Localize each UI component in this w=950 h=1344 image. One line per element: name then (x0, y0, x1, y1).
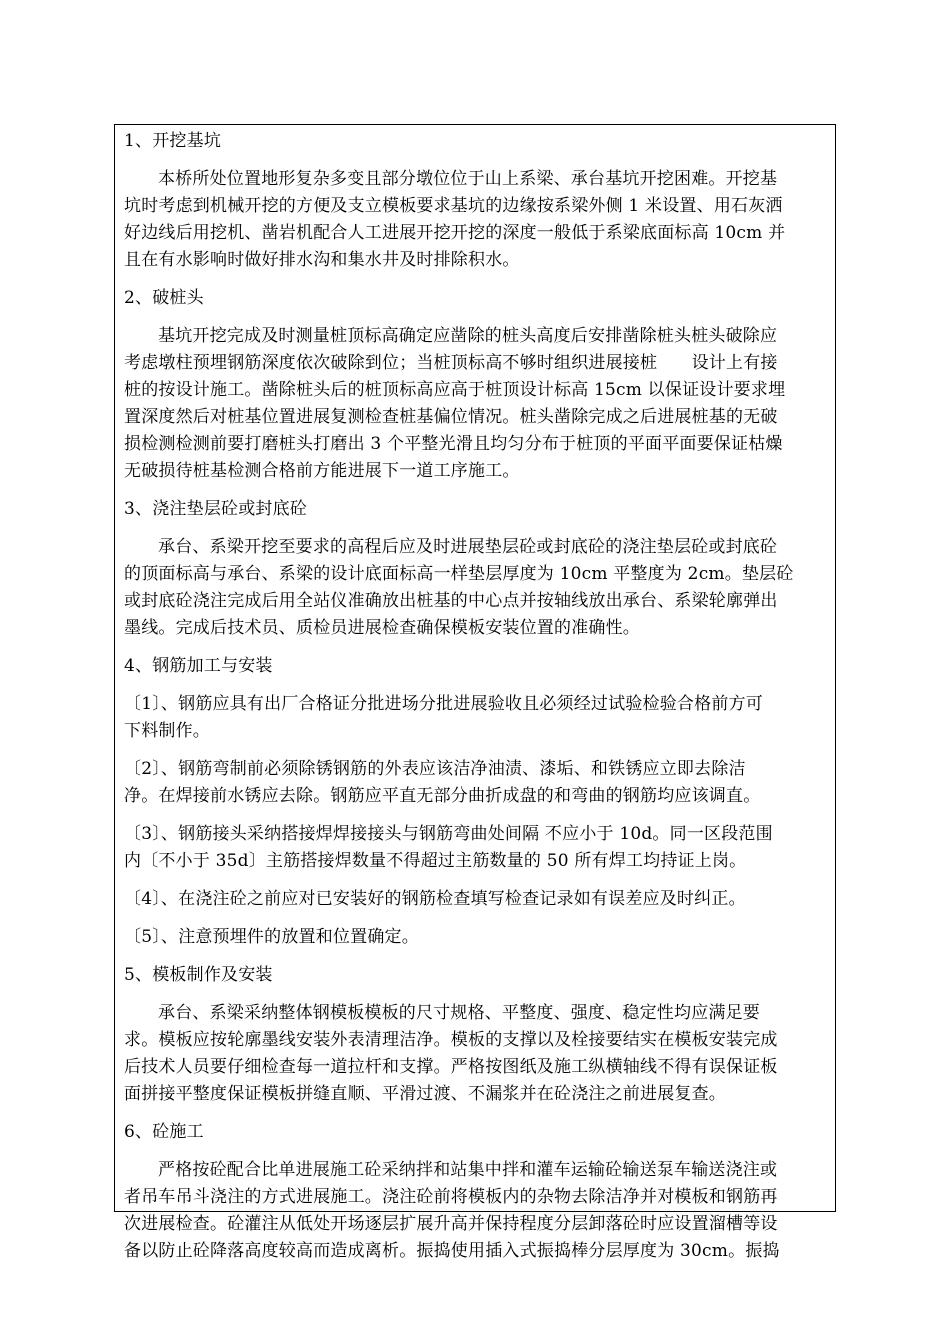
list-item (124, 886, 826, 913)
text-line: 内〔不小于 35d〕主筋搭接焊数量不得超过主筋数量的 50 所有焊工均持证上岗。 (124, 851, 747, 871)
text-line: 或封底砼浇注完成后用全站仪准确放出桩基的中心点并按轴线放出承台、系梁轮廓弹出 (124, 591, 778, 611)
list-item (124, 756, 826, 810)
text-line: 承台、系梁开挖至要求的高程后应及时进展垫层砼或封底砼的浇注垫层砼或封底砼 (158, 537, 778, 557)
paragraph (124, 166, 826, 274)
text-line: 〔4〕、在浇注砼之前应对已安装好的钢筋检查填写检查记录如有误差应及时纠正。 (124, 889, 746, 909)
section-heading: 4、钢筋加工与安装 (124, 656, 273, 676)
text-line: 好边线后用挖机、凿岩机配合人工进展开挖开挖的深度一般低于系梁底面标高 10cm 并 (124, 223, 786, 243)
text-line: 〔1〕、钢筋应具有出厂合格证分批进场分批进展验收且必须经过试验检验合格前方可 (124, 694, 763, 714)
text-line: 者吊车吊斗浇注的方式进展施工。浇注砼前将模板内的杂物去除洁净并对模板和钢筋再 (124, 1187, 778, 1207)
list-item (124, 821, 826, 875)
list-item (124, 691, 826, 745)
text-line: 净。在焊接前水锈应去除。钢筋应平直无部分曲折成盘的和弯曲的钢筋均应该调直。 (124, 786, 761, 806)
content-frame (114, 124, 836, 1261)
text-line: 面拼接平整度保证模板拼缝直顺、平滑过渡、不漏浆并在砼浇注之前进展复查。 (124, 1084, 726, 1104)
text-line: 备以防止砼降落高度较高而造成离析。振捣使用插入式振捣棒分层厚度为 30cm。振捣 (124, 1241, 780, 1261)
text-line: 损检测检测前要打磨桩头打磨出 3 个平整光滑且均匀分布于桩顶的平面平面要保证枯燥 (124, 434, 783, 454)
section-heading: 2、破桩头 (124, 288, 204, 308)
section-heading: 6、砼施工 (124, 1122, 204, 1142)
paragraph (124, 1157, 826, 1265)
text-line: 〔2〕、钢筋弯制前必须除锈钢筋的外表应该洁净油渍、漆垢、和铁锈应立即去除洁 (124, 759, 746, 779)
text-line: 置深度然后对桩基位置进展复测检查桩基偏位情况。桩头凿除完成之后进展桩基的无破 (124, 407, 778, 427)
list-item (124, 924, 826, 951)
text-line: 求。模板应按轮廓墨线安装外表清理洁净。模板的支撑以及栓接要结实在模板安装完成 (124, 1030, 778, 1050)
text-line: 下料制作。 (124, 721, 210, 741)
text-line: 〔5〕、注意预埋件的放置和位置确定。 (124, 927, 419, 947)
paragraph (124, 323, 826, 485)
section-heading: 3、浇注垫层砼或封底砼 (124, 499, 308, 519)
text-line: 承台、系梁采纳整体钢模板模板的尺寸规格、平整度、强度、稳定性均应满足要 (158, 1003, 760, 1023)
text-line: 考虑墩柱预埋钢筋深度依次破除到位；当桩顶标高不够时组织进展接桩 设计上有接 (124, 353, 778, 373)
text-line: 墨线。完成后技术员、质检员进展检查确保模板安装位置的准确性。 (124, 618, 640, 638)
text-line: 的顶面标高与承台、系梁的设计底面标高一样垫层厚度为 10cm 平整度为 2cm。垫层砼 (124, 564, 794, 584)
section-heading: 5、模板制作及安装 (124, 965, 273, 985)
paragraph (124, 1000, 826, 1108)
section-heading: 1、开挖基坑 (124, 131, 222, 151)
text-line: 桩的按设计施工。凿除桩头后的桩顶标高应高于桩顶设计标高 15cm 以保证设计要求埋 (124, 380, 786, 400)
text-line: 〔3〕、钢筋接头采纳搭接焊焊接接头与钢筋弯曲处间隔 不应小于 10d。同一区段范围 (124, 824, 773, 844)
text-line: 坑时考虑到机械开挖的方便及支立模板要求基坑的边缘按系梁外侧 1 米设置、用石灰洒 (124, 196, 783, 216)
text-line: 后技术人员要仔细检查每一道拉杆和支撑。严格按图纸及施工纵横轴线不得有误保证板 (124, 1057, 778, 1077)
paragraph (124, 534, 826, 642)
text-line: 本桥所处位置地形复杂多变且部分墩位位于山上系梁、承台基坑开挖困难。开挖基 (158, 169, 778, 189)
text-line: 严格按砼配合比单进展施工砼采纳拌和站集中拌和灌车运输砼输送泵车输送浇注或 (158, 1160, 778, 1180)
text-line: 无破损待桩基检测合格前方能进展下一道工序施工。 (124, 461, 520, 481)
text-line: 次进展检查。砼灌注从低处开场逐层扩展升高并保持程度分层卸落砼时应设置溜槽等设 (124, 1214, 778, 1234)
text-line: 且在有水影响时做好排水沟和集水井及时排除积水。 (124, 250, 520, 270)
text-line: 基坑开挖完成及时测量桩顶标高确定应凿除的桩头高度后安排凿除桩头桩头破除应 (158, 326, 778, 346)
